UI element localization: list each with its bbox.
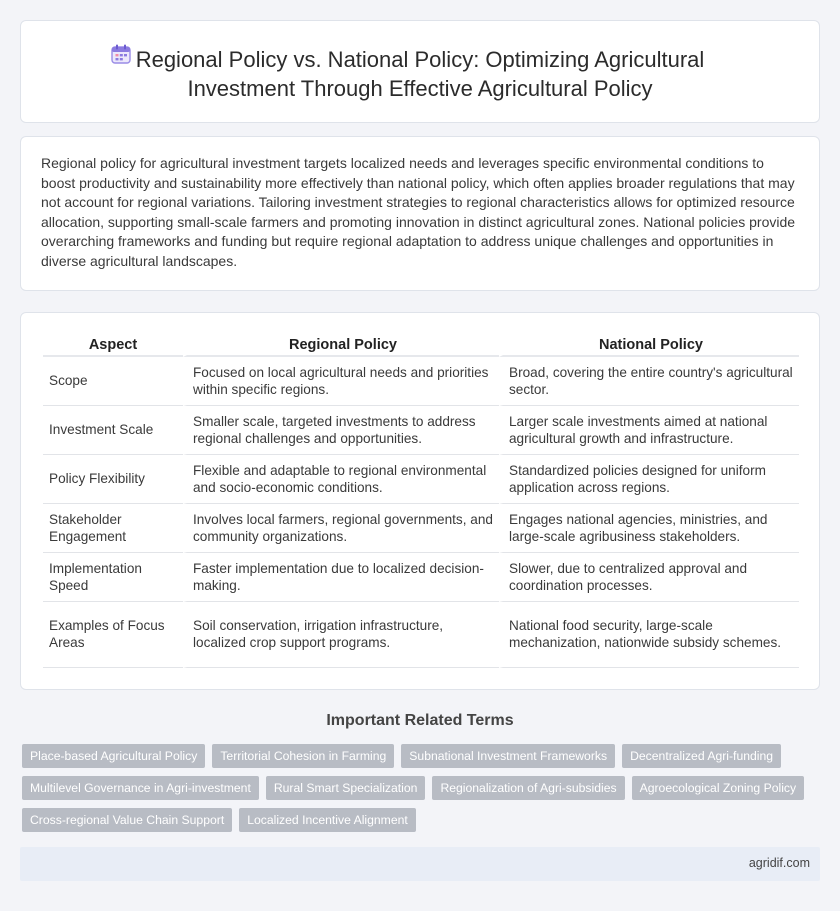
- cell-regional: Focused on local agricultural needs and priorities within specific regions.: [183, 357, 499, 406]
- table-row: [43, 357, 799, 406]
- table-row: [43, 602, 799, 668]
- related-term-tag[interactable]: Agroecological Zoning Policy: [632, 776, 805, 800]
- cell-national: National food security, large-scale mechanization, nationwide subsidy schemes.: [499, 602, 799, 668]
- related-term-tag[interactable]: Multilevel Governance in Agri-investment: [22, 776, 259, 800]
- title-card: [20, 20, 820, 123]
- header-national-policy: National Policy: [499, 335, 799, 357]
- table-header-row: [43, 335, 799, 357]
- related-term-tag[interactable]: Localized Incentive Alignment: [239, 808, 416, 832]
- cell-national: Larger scale investments aimed at national agricultural growth and infrastructure.: [499, 406, 799, 455]
- cell-aspect: Examples of Focus Areas: [43, 602, 183, 668]
- cell-aspect: Scope: [43, 357, 183, 406]
- table-row: [43, 455, 799, 504]
- cell-aspect: Implementation Speed: [43, 553, 183, 602]
- related-terms-tags: [22, 744, 812, 840]
- cell-aspect: Policy Flexibility: [43, 455, 183, 504]
- cell-regional: Flexible and adaptable to regional environmental and socio-economic conditions.: [183, 455, 499, 504]
- table-row: [43, 504, 799, 553]
- related-term-tag[interactable]: Territorial Cohesion in Farming: [212, 744, 394, 768]
- related-term-tag[interactable]: Rural Smart Specialization: [266, 776, 426, 800]
- related-terms-heading: Important Related Terms: [326, 712, 514, 729]
- cell-national: Slower, due to centralized approval and coordination processes.: [499, 553, 799, 602]
- intro-card: [20, 136, 820, 291]
- cell-aspect: Investment Scale: [43, 406, 183, 455]
- footer: [20, 847, 820, 881]
- cell-national: Engages national agencies, ministries, and large-scale agribusiness stakeholders.: [499, 504, 799, 553]
- table-row: [43, 406, 799, 455]
- cell-regional: Soil conservation, irrigation infrastructure, localized crop support programs.: [183, 602, 499, 668]
- cell-aspect: Stakeholder Engagement: [43, 504, 183, 553]
- cell-national: Broad, covering the entire country's agricultural sector.: [499, 357, 799, 406]
- cell-regional: Involves local farmers, regional governments, and community organizations.: [183, 504, 499, 553]
- related-term-tag[interactable]: Subnational Investment Frameworks: [401, 744, 615, 768]
- related-term-tag[interactable]: Place-based Agricultural Policy: [22, 744, 205, 768]
- footer-site-link[interactable]: agridif.com: [748, 856, 810, 870]
- comparison-table: [43, 335, 799, 668]
- comparison-table-card: [20, 312, 820, 690]
- related-term-tag[interactable]: Regionalization of Agri-subsidies: [432, 776, 624, 800]
- intro-paragraph: Regional policy for agricultural investment targets localized needs and leverages specific environmental conditions to boost productivity and sustainability more effectively than national policy, which often applies broader regulations that may not account for regional variations. Tailoring investment strategies to regional characteristics allows for optimized resource allocation, supporting small-scale farmers and promoting innovation in distinct agricultural zones. National policies provide overarching frameworks and funding but require regional adaptation to address unique challenges and opportunities in diverse agricultural landscapes.: [41, 155, 796, 269]
- header-aspect: Aspect: [43, 335, 183, 357]
- cell-regional: Smaller scale, targeted investments to address regional challenges and opportunities.: [183, 406, 499, 455]
- cell-national: Standardized policies designed for uniform application across regions.: [499, 455, 799, 504]
- related-term-tag[interactable]: Decentralized Agri-funding: [622, 744, 781, 768]
- header-regional-policy: Regional Policy: [183, 335, 499, 357]
- related-term-tag[interactable]: Cross-regional Value Chain Support: [22, 808, 232, 832]
- cell-regional: Faster implementation due to localized decision-making.: [183, 553, 499, 602]
- table-row: [43, 553, 799, 602]
- page-title: Regional Policy vs. National Policy: Optimizing Agricultural Investment Through Effective Agricultural Policy: [135, 47, 705, 101]
